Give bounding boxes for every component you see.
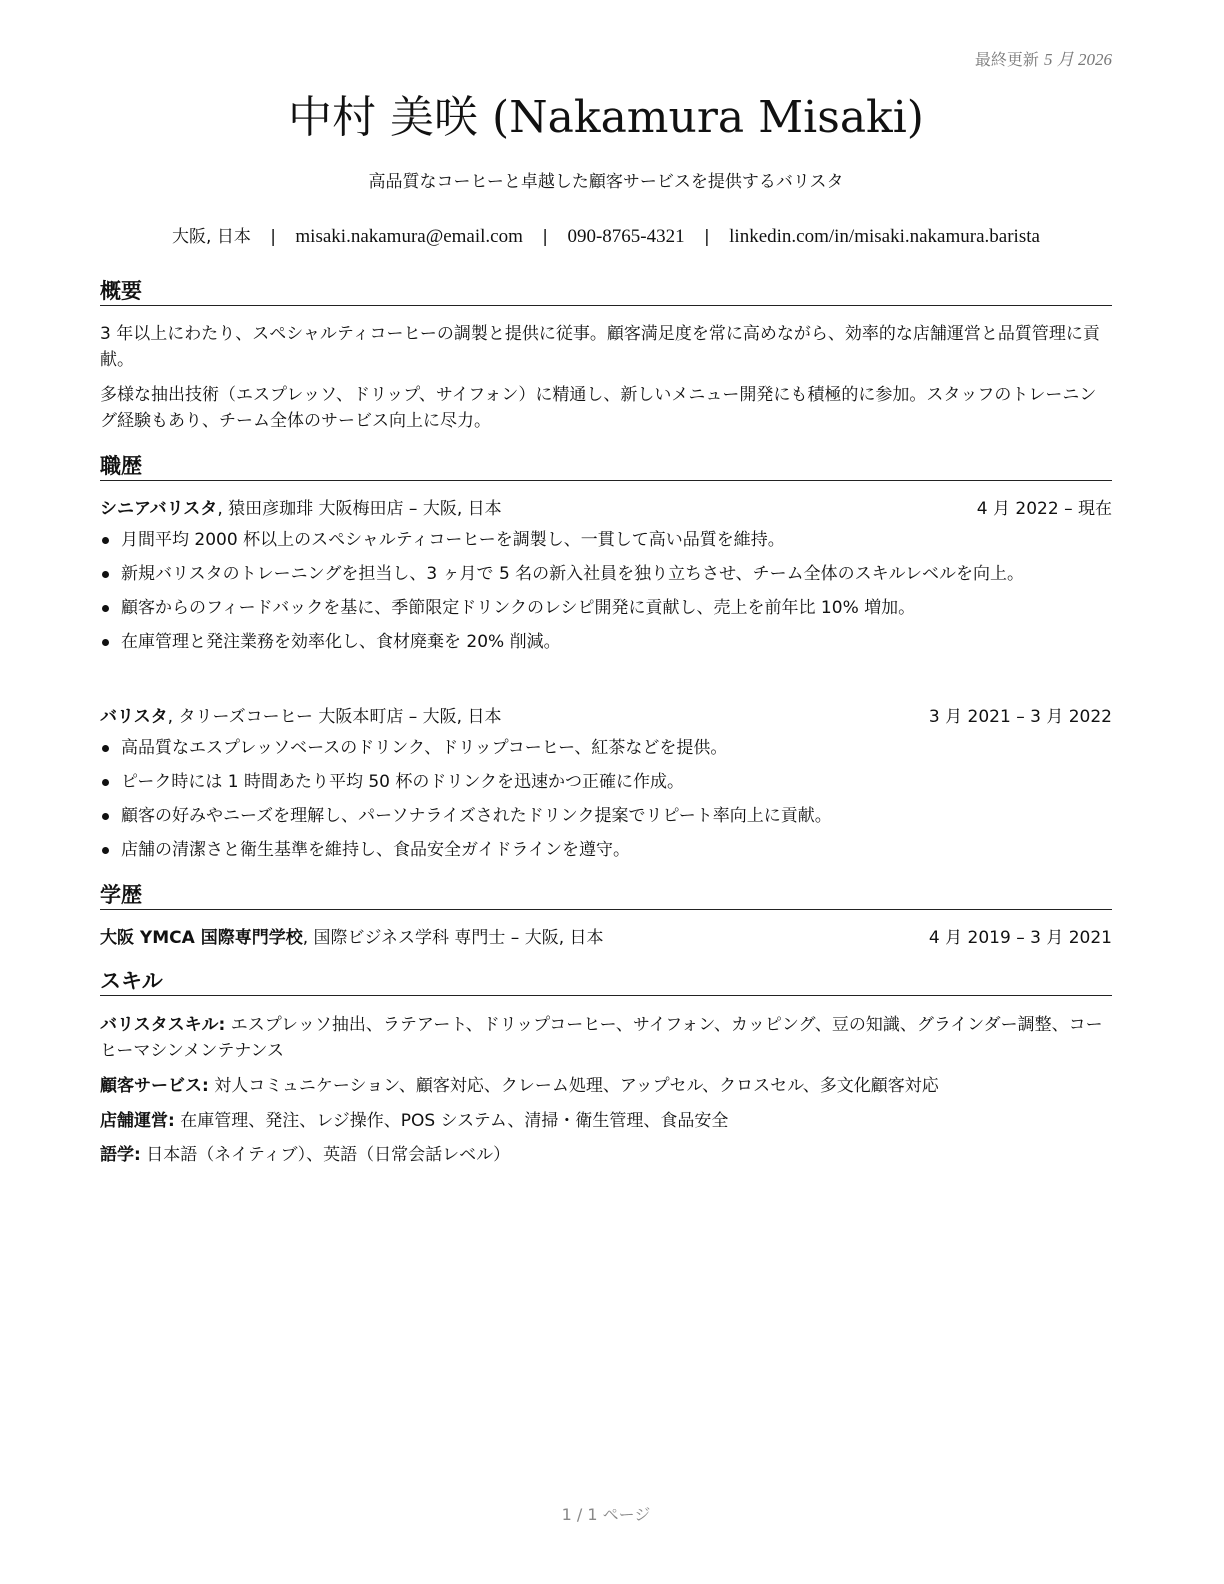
bullet-icon [102,639,109,646]
list-item: 在庫管理と発注業務を効率化し、食材廃棄を 20% 削減。 [100,629,1112,655]
contact-separator: | [270,227,276,247]
job-bullets [100,527,1112,663]
list-item: ピーク時には 1 時間あたり平均 50 杯のドリンクを迅速かつ正確に作成。 [100,769,1112,795]
skill-line [100,1142,1112,1168]
bullet-icon [102,605,109,612]
headline: 高品質なコーヒーと卓越した顧客サービスを提供するバリスタ [368,172,844,192]
bullet-icon [102,571,109,578]
contact-separator: | [542,227,549,247]
list-item: 顧客の好みやニーズを理解し、パーソナライズされたドリンク提案でリピート率向上に貢献。 [100,803,1112,829]
last-updated-date: 5 月 2026 [1044,50,1112,69]
education-school-details [100,925,604,951]
job-header [100,704,1112,730]
bullet-icon [102,537,109,544]
section-title-summary: 概要 [100,277,1112,306]
section-title-education: 学歴 [100,881,1112,910]
job-bullets [100,735,1112,871]
skill-label: 語学: [100,1145,141,1165]
job-title-employer [100,704,501,730]
job-role: シニアバリスタ [100,499,218,519]
skill-line [100,1012,1112,1064]
section-title-experience: 職歴 [100,452,1112,481]
job-header [100,496,1112,522]
bullet-icon [102,745,109,752]
contact-separator: | [704,227,710,247]
list-item: 月間平均 2000 杯以上のスペシャルティコーヒーを調製し、一貫して高い品質を維持。 [100,527,1112,553]
last-updated-label: 最終更新 [974,50,1039,69]
list-item: 高品質なエスプレッソベースのドリンク、ドリップコーヒー、紅茶などを提供。 [100,735,1112,761]
list-item: 顧客からのフィードバックを基に、季節限定ドリンクのレシピ開発に貢献し、売上を前年比 10% 増加。 [100,595,1112,621]
resume-page [100,0,1112,1584]
contact-linkedin[interactable]: linkedin.com/in/misaki.nakamura.barista [729,226,1040,247]
contact-email[interactable]: misaki.nakamura@email.com [295,226,523,247]
education-details: , 国際ビジネス学科 専門士 – 大阪, 日本 [302,928,604,948]
job-dates: 4 月 2022 – 現在 [976,499,1112,519]
list-item: 店舗の清潔さと衛生基準を維持し、食品安全ガイドラインを遵守。 [100,837,1112,863]
skill-value: 対人コミュニケーション、顧客対応、クレーム処理、アップセル、クロスセル、多文化顧客対応 [208,1076,939,1096]
contact-line [100,225,1112,249]
job-title-employer [100,496,502,522]
skill-line [100,1108,1112,1134]
job-dates: 3 月 2021 – 3 月 2022 [928,707,1112,727]
section-title-skills: スキル [100,967,1112,996]
bullet-icon [102,847,109,854]
skill-value: 日本語（ネイティブ）、英語（日常会話レベル） [140,1145,511,1165]
skill-label: バリスタスキル: [100,1015,226,1035]
skill-line [100,1073,1112,1099]
education-school: 大阪 YMCA 国際専門学校 [100,928,303,948]
contact-location: 大阪, 日本 [172,227,251,247]
education-entry [100,925,1112,951]
last-updated [975,45,1112,70]
job-employer: , タリーズコーヒー 大阪本町店 – 大阪, 日本 [167,707,502,727]
page-number: 1 / 1 ページ [561,1505,651,1524]
list-item: 新規バリスタのトレーニングを担当し、3 ヶ月で 5 名の新入社員を独り立ちさせ、チーム全体のスキルレベルを向上。 [100,561,1112,587]
education-dates: 4 月 2019 – 3 月 2021 [928,928,1112,948]
skill-label: 店舗運営: [100,1111,175,1131]
contact-phone[interactable]: 090-8765-4321 [567,226,685,247]
job-employer: , 猿田彦珈琲 大阪梅田店 – 大阪, 日本 [217,499,502,519]
skill-value: エスプレッソ抽出、ラテアート、ドリップコーヒー、サイフォン、カッピング、豆の知識、グラインダー調整、コーヒーマシンメンテナンス [100,1015,1103,1061]
candidate-name: 中村 美咲 (Nakamura Misaki) [288,92,924,143]
summary-paragraph: 3 年以上にわたり、スペシャルティコーヒーの調製と提供に従事。顧客満足度を常に高めながら、効率的な店舗運営と品質管理に貢献。 [100,324,1100,370]
job-role: バリスタ [100,707,168,727]
summary-paragraph: 多様な抽出技術（エスプレッソ、ドリップ、サイフォン）に精通し、新しいメニュー開発にも積極的に参加。スタッフのトレーニング経験もあり、チーム全体のサービス向上に尽力。 [100,385,1097,431]
bullet-icon [102,779,109,786]
skill-label: 顧客サービス: [100,1076,209,1096]
skill-value: 在庫管理、発注、レジ操作、POS システム、清掃・衛生管理、食品安全 [174,1111,729,1131]
bullet-icon [102,813,109,820]
